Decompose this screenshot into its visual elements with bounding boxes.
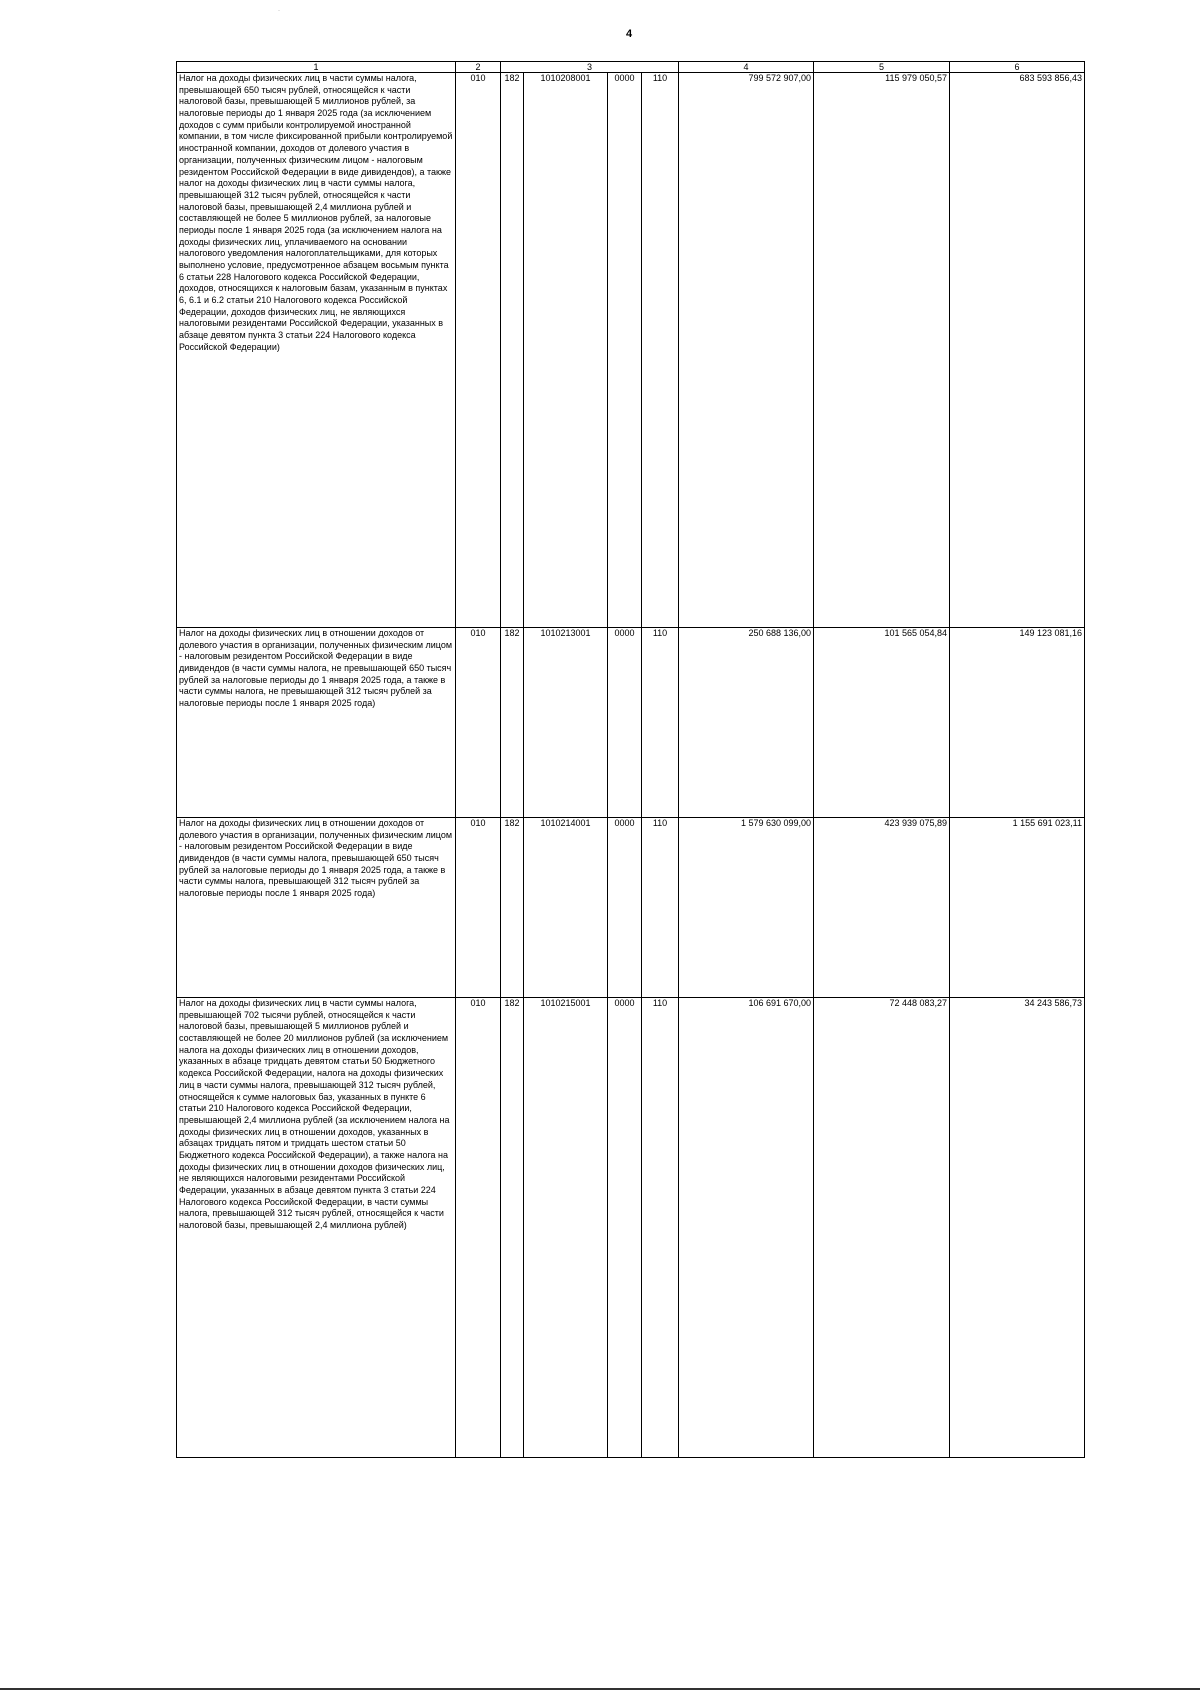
row-income-type-code: 110: [642, 998, 679, 1458]
header-col-4: 4: [679, 62, 814, 73]
row-kbk-code: 1010214001: [524, 818, 608, 998]
header-col-3: 3: [501, 62, 679, 73]
row-kbk-code: 1010208001: [524, 73, 608, 628]
row-line-code: 010: [456, 998, 501, 1458]
row-amount-executed: 72 448 083,27: [814, 998, 950, 1458]
header-row: [177, 62, 1085, 73]
row-amount-remaining: 149 123 081,16: [950, 628, 1085, 818]
row-description: Налог на доходы физических лиц в части суммы налога, превышающей 650 тысяч рублей, относящейся к части налоговой базы, превышающей 5 миллионов рублей, за налоговые периоды до 1 января 2025 года (за исключением доходов с сумм прибыли контролируемой иностранной компании, в том числе фиксированной прибыли контролируемой иностранной компании, доходов от долевого участия в организации, полученных физическим лицом - налоговым резидентом Российской Федерации в виде дивидендов), а также налог на доходы физических лиц в части суммы налога, превышающей 312 тысяч рублей, относящейся к части налоговой базы, превышающей 2,4 миллиона рублей и составляющей не более 5 миллионов рублей, за налоговые периоды после 1 января 2025 года (за исключением налога на доходы физических лиц, уплачиваемого на основании налогового уведомления налогоплательщиками, для которых выполнено условие, предусмотренное абзацем восьмым пункта 6 статьи 228 Налогового кодекса Российской Федерации, доходов, относящихся к налоговым базам, указанным в пунктах 6, 6.1 и 6.2 статьи 210 Налогового кодекса Российской Федерации, доходов физических лиц, не являющихся налоговыми резидентами Российской Федерации, указанных в абзаце девятом пункта 3 статьи 224 Налогового кодекса Российской Федерации): [177, 73, 456, 628]
row-description: Налог на доходы физических лиц в отношении доходов от долевого участия в организации, полученных физическим лицом - налоговым резидентом Российской Федерации в виде дивидендов (в части суммы налога, не превышающей 650 тысяч рублей за налоговые периоды до 1 января 2025 года, а также в части суммы налога, не превышающей 312 тысяч рублей за налоговые периоды после 1 января 2025 года): [177, 628, 456, 818]
header-col-1: 1: [177, 62, 456, 73]
row-amount-executed: 115 979 050,57: [814, 73, 950, 628]
row-sub-code: 0000: [608, 998, 642, 1458]
row-admin-code: 182: [501, 73, 524, 628]
page-number: 4: [626, 28, 633, 40]
row-income-type-code: 110: [642, 73, 679, 628]
row-amount-planned: 250 688 136,00: [679, 628, 814, 818]
row-admin-code: 182: [501, 628, 524, 818]
table-row: [177, 818, 1085, 998]
row-amount-remaining: 1 155 691 023,11: [950, 818, 1085, 998]
row-amount-executed: 101 565 054,84: [814, 628, 950, 818]
row-description: Налог на доходы физических лиц в отношении доходов от долевого участия в организации, полученных физическим лицом - налоговым резидентом Российской Федерации в виде дивидендов (в части суммы налога, превышающей 650 тысяч рублей за налоговые периоды до 1 января 2025 года, а также в части суммы налога, превышающей 312 тысяч рублей за налоговые периоды после 1 января 2025 года): [177, 818, 456, 998]
row-amount-planned: 799 572 907,00: [679, 73, 814, 628]
scan-edge-line: [0, 1688, 1200, 1690]
row-description: Налог на доходы физических лиц в части суммы налога, превышающей 702 тысячи рублей, относящейся к части налоговой базы, превышающей 5 миллионов рублей и составляющей не более 20 миллионов рублей (за исключением налога на доходы физических лиц в отношении доходов, указанных в абзаце тридцать девятом статьи 50 Бюджетного кодекса Российской Федерации, налога на доходы физических лиц в части суммы налога, превышающей 312 тысяч рублей, относящейся к сумме налоговых баз, указанных в пункте 6 статьи 210 Налогового кодекса Российской Федерации, превышающей 2,4 миллиона рублей (за исключением налога на доходы физических лиц в отношении доходов, указанных в абзацах тридцать пятом и тридцать шестом статьи 50 Бюджетного кодекса Российской Федерации), а также налога на доходы физических лиц в отношении доходов физических лиц, не являющихся налоговыми резидентами Российской Федерации, указанных в абзаце девятом пункта 3 статьи 224 Налогового кодекса Российской Федерации, в части суммы налога, превышающей 312 тысяч рублей, относящейся к части налоговой базы, превышающей 2,4 миллиона рублей): [177, 998, 456, 1458]
table-row: [177, 73, 1085, 628]
row-line-code: 010: [456, 73, 501, 628]
header-col-2: 2: [456, 62, 501, 73]
row-kbk-code: 1010213001: [524, 628, 608, 818]
table-row: [177, 628, 1085, 818]
row-admin-code: 182: [501, 818, 524, 998]
table-row: [177, 998, 1085, 1458]
row-admin-code: 182: [501, 998, 524, 1458]
header-col-6: 6: [950, 62, 1085, 73]
scan-mark: ·: [278, 8, 280, 14]
row-line-code: 010: [456, 818, 501, 998]
row-sub-code: 0000: [608, 73, 642, 628]
revenue-table: [176, 61, 1085, 1458]
row-amount-executed: 423 939 075,89: [814, 818, 950, 998]
row-income-type-code: 110: [642, 818, 679, 998]
header-col-5: 5: [814, 62, 950, 73]
row-amount-planned: 106 691 670,00: [679, 998, 814, 1458]
row-amount-remaining: 34 243 586,73: [950, 998, 1085, 1458]
row-sub-code: 0000: [608, 818, 642, 998]
row-amount-remaining: 683 593 856,43: [950, 73, 1085, 628]
row-line-code: 010: [456, 628, 501, 818]
row-sub-code: 0000: [608, 628, 642, 818]
row-income-type-code: 110: [642, 628, 679, 818]
row-kbk-code: 1010215001: [524, 998, 608, 1458]
row-amount-planned: 1 579 630 099,00: [679, 818, 814, 998]
